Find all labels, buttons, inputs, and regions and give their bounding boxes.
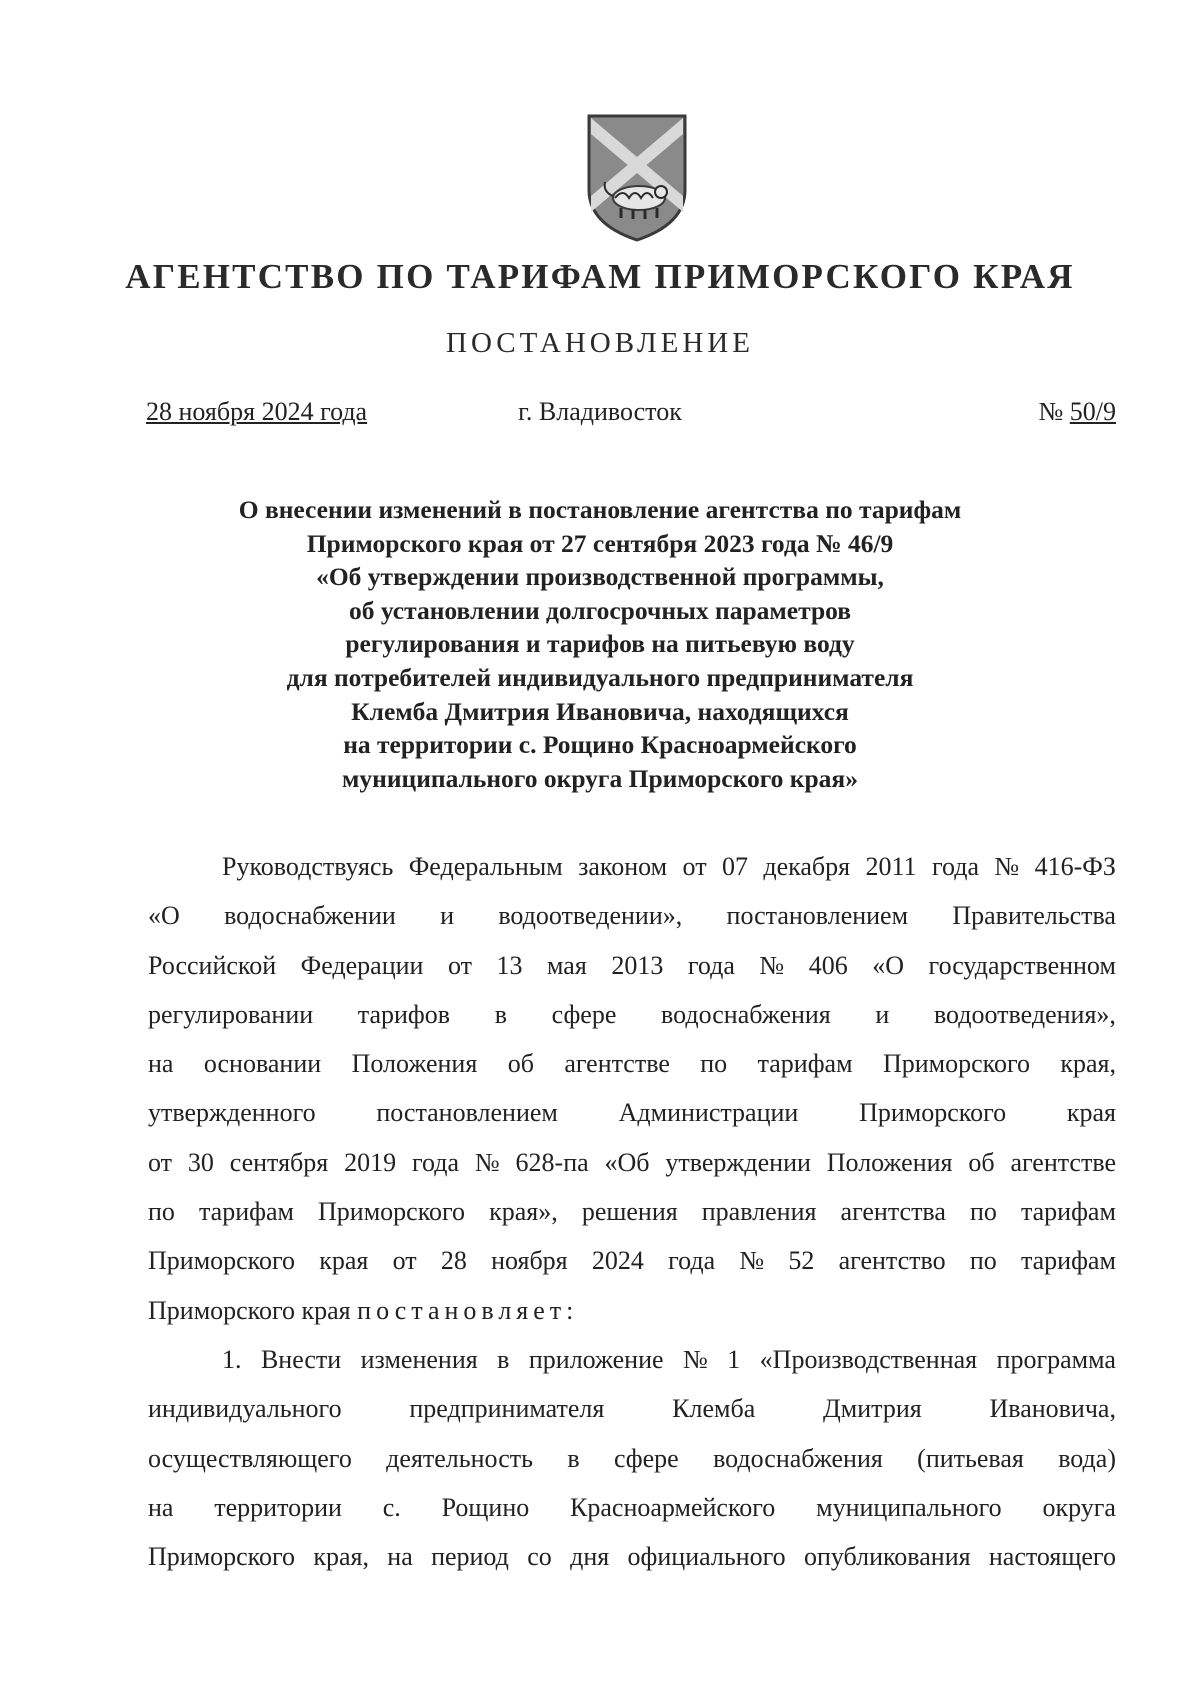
title-line: О внесении изменений в постановление агентства по тарифам <box>238 495 962 524</box>
body-word: Рощино <box>441 1492 530 1522</box>
body-word: края <box>1066 1098 1116 1128</box>
body-word: «Об <box>604 1147 650 1177</box>
document-city: г. Владивосток <box>518 397 682 426</box>
agency-name: АГЕНТСТВО ПО ТАРИФАМ ПРИМОРСКОГО КРАЯ <box>125 257 1075 296</box>
body-word: 628-па <box>515 1147 589 1177</box>
title-line: муниципального округа Приморского края» <box>342 763 858 793</box>
number-prefix: № <box>1038 397 1070 426</box>
body-word: Положения <box>826 1147 953 1177</box>
number-value: 50/9 <box>1069 397 1116 426</box>
body-word: в <box>494 999 507 1029</box>
body-word: по <box>148 1197 175 1227</box>
body-word: Приморского <box>318 1197 466 1227</box>
body-word: округа <box>1042 1492 1116 1522</box>
body-word: об <box>507 1049 534 1079</box>
document-body <box>148 842 1116 1581</box>
body-word: водоснабжения <box>713 1443 883 1473</box>
body-line <box>148 1039 1116 1088</box>
body-word: на <box>148 1492 174 1522</box>
body-word: года <box>687 950 735 980</box>
body-word: «Производственная <box>759 1344 978 1374</box>
title-line: регулирования и тарифов на питьевую воду <box>345 629 855 659</box>
body-word: 416-ФЗ <box>1034 852 1116 881</box>
body-word: 52 <box>788 1246 815 1276</box>
body-word: осуществляющего <box>148 1443 352 1473</box>
title-line: на территории с. Рощино Красноармейского <box>343 730 857 760</box>
body-word: на <box>148 1049 174 1079</box>
body-word: об <box>968 1147 995 1177</box>
body-word: индивидуального <box>148 1394 342 1424</box>
body-word: «О <box>872 950 905 980</box>
body-word: период <box>431 1542 509 1572</box>
body-word: декабря <box>763 852 851 881</box>
body-word: тарифам <box>1020 1246 1116 1276</box>
body-word: дня <box>570 1542 610 1572</box>
body-word: № <box>994 852 1020 881</box>
title-line: «Об утверждении производственной программы, <box>316 562 884 592</box>
body-word: Правительства <box>952 901 1116 931</box>
document-number <box>1038 397 1116 427</box>
body-word: № <box>682 1344 708 1374</box>
resolves-word: постановляет: <box>357 1295 579 1325</box>
body-word: водоотведения», <box>933 999 1116 1029</box>
body-word: края, <box>1060 1049 1116 1079</box>
body-word: агентства <box>840 1197 946 1227</box>
body-word: агентство <box>838 1246 946 1276</box>
title-line: для потребителей индивидуального предпринимателя <box>286 662 914 692</box>
body-word: Приморского <box>148 1542 296 1572</box>
body-word: 13 <box>496 950 523 980</box>
body-word: водоснабжении <box>224 901 396 931</box>
document-date: 28 ноября 2024 года <box>146 397 368 426</box>
body-word: Ивановича, <box>989 1394 1116 1424</box>
body-word: тарифам <box>1020 1197 1116 1227</box>
body-word: от <box>392 1246 417 1276</box>
body-word: муниципального <box>816 1492 1002 1522</box>
body-word: агентстве <box>1010 1147 1116 1177</box>
body-line <box>148 1286 1116 1335</box>
body-word: Российской <box>148 950 277 980</box>
body-word: со <box>527 1542 552 1572</box>
body-word: агентстве <box>564 1049 670 1079</box>
body-word: от <box>682 852 707 881</box>
body-word: 28 <box>440 1246 467 1276</box>
body-word: сентября <box>229 1147 329 1177</box>
body-word: по <box>700 1049 728 1079</box>
title-line: об установлении долгосрочных параметров <box>348 595 852 625</box>
body-word: края <box>319 1246 369 1276</box>
body-line <box>148 1335 1116 1384</box>
body-word: Внести <box>260 1344 342 1374</box>
body-word: утвержденного <box>148 1098 316 1128</box>
body-word: и <box>875 999 890 1029</box>
body-line <box>148 1138 1116 1187</box>
body-word: решения <box>581 1197 678 1227</box>
title-line: Клемба Дмитрия Ивановича, находящихся <box>351 696 849 726</box>
body-word: Приморского <box>859 1098 1007 1128</box>
body-word: Приморского <box>148 1246 296 1276</box>
body-word: регулировании <box>148 999 314 1029</box>
body-word: 1. <box>222 1344 242 1374</box>
body-line <box>148 941 1116 990</box>
body-word: края», <box>489 1197 558 1227</box>
body-word: водоснабжения <box>661 999 831 1029</box>
body-word: официального <box>627 1542 786 1572</box>
body-word: тарифов <box>357 999 451 1029</box>
body-word: Дмитрия <box>823 1394 922 1424</box>
body-word: опубликования <box>803 1542 971 1572</box>
body-word: Приморского <box>882 1049 1030 1079</box>
body-word: Администрации <box>618 1098 799 1128</box>
body-word: Клемба <box>672 1394 756 1424</box>
document-type: ПОСТАНОВЛЕНИЕ <box>446 327 754 359</box>
body-word: 406 <box>808 950 848 980</box>
body-word: деятельность <box>386 1443 533 1473</box>
body-line <box>148 1434 1116 1483</box>
body-line <box>148 1483 1116 1532</box>
body-word: 2019 <box>344 1147 397 1177</box>
body-word: по <box>969 1197 997 1227</box>
body-word: приложение <box>528 1344 664 1374</box>
body-word: изменения <box>360 1344 478 1374</box>
body-word: № <box>474 1147 500 1177</box>
body-word: № <box>759 950 785 980</box>
body-word: 30 <box>187 1147 214 1177</box>
body-word: постановлением <box>376 1098 558 1128</box>
body-line <box>148 1384 1116 1433</box>
title-line: Приморского края от 27 сентября 2023 года № 46/9 <box>306 528 894 558</box>
body-word: вода) <box>1058 1443 1116 1473</box>
body-word: и <box>440 901 455 931</box>
body-word: края, <box>313 1542 369 1572</box>
body-word: 2013 <box>611 950 664 980</box>
body-word: Руководствуясь <box>222 852 394 881</box>
body-word: № <box>739 1246 765 1276</box>
body-word: по <box>969 1246 997 1276</box>
body-word: территории <box>214 1492 342 1522</box>
body-text-start: Приморского края <box>148 1295 358 1325</box>
body-word: 2024 <box>591 1246 644 1276</box>
body-word: Федеральным <box>408 852 563 881</box>
body-word: законом <box>578 852 668 881</box>
body-line <box>148 1088 1116 1137</box>
body-word: мая <box>547 950 587 980</box>
body-word: на <box>387 1542 413 1572</box>
body-line <box>148 1236 1116 1285</box>
body-word: Положения <box>351 1049 478 1079</box>
body-word: постановлением <box>726 901 909 931</box>
body-word: в <box>567 1443 580 1473</box>
body-word: от <box>447 950 472 980</box>
body-word: 07 <box>721 852 748 881</box>
body-word: от <box>148 1147 173 1177</box>
coat-of-arms-icon <box>585 112 689 244</box>
body-line <box>148 1532 1116 1581</box>
body-word: (питьевая <box>917 1443 1024 1473</box>
body-word: года <box>411 1147 459 1177</box>
body-word: тарифам <box>198 1197 294 1227</box>
body-word: программа <box>996 1344 1116 1374</box>
document-title <box>150 493 1050 795</box>
body-word: с. <box>382 1492 401 1522</box>
body-word: 2011 <box>865 852 917 881</box>
body-word: «О <box>148 901 180 931</box>
body-word: Федерации <box>300 950 424 980</box>
body-word: в <box>497 1344 510 1374</box>
body-word: года <box>668 1246 716 1276</box>
body-word: тарифам <box>757 1049 853 1079</box>
body-line <box>148 891 1116 940</box>
body-line <box>148 842 1116 891</box>
body-line <box>148 990 1116 1039</box>
body-word: сфере <box>613 1443 679 1473</box>
body-word: основании <box>203 1049 322 1079</box>
body-word: ноября <box>491 1246 568 1276</box>
body-word: предпринимателя <box>409 1394 605 1424</box>
body-word: 1 <box>727 1344 741 1374</box>
body-word: настоящего <box>988 1542 1116 1572</box>
body-word: сфере <box>551 999 617 1029</box>
body-word: водоотведении», <box>498 901 683 931</box>
body-word: государственном <box>928 950 1116 980</box>
body-word: Красноармейского <box>570 1492 776 1522</box>
body-line <box>148 1187 1116 1236</box>
body-word: правления <box>701 1197 817 1227</box>
body-word: года <box>931 852 980 881</box>
body-word: утверждении <box>665 1147 811 1177</box>
